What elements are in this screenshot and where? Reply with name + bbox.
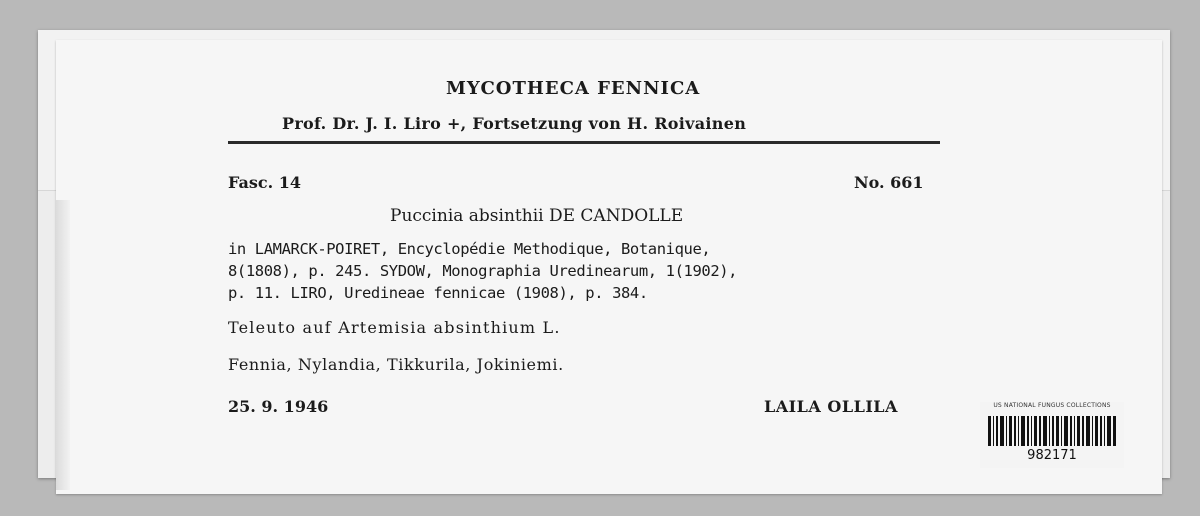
barcode-icon [986, 414, 1118, 448]
collection-title: MYCOTHECA FENNICA [446, 78, 701, 99]
reference-line: in LAMARCK-POIRET, Encyclopédie Methodique, Botanique, [228, 240, 711, 258]
fascicle-number: Fasc. 14 [228, 173, 302, 192]
barcode-header: US NATIONAL FUNGUS COLLECTIONS [993, 402, 1111, 409]
host-info: Teleuto auf Artemisia absinthium L. [228, 318, 561, 337]
reference-line: p. 11. LIRO, Uredineae fennicae (1908), p. 384. [228, 284, 648, 302]
locality: Fennia, Nylandia, Tikkurila, Jokiniemi. [228, 355, 564, 374]
label-fold-shadow [56, 200, 70, 490]
specimen-number: No. 661 [854, 173, 924, 192]
collection-date: 25. 9. 1946 [228, 397, 329, 416]
reference-line: 8(1808), p. 245. SYDOW, Monographia Uredinearum, 1(1902), [228, 262, 738, 280]
title-rule [228, 141, 940, 144]
editors-line: Prof. Dr. J. I. Liro +, Fortsetzung von H. Roivainen [282, 114, 747, 133]
barcode-label [980, 402, 1124, 468]
collector-name: LAILA OLLILA [764, 397, 898, 416]
species-name: Puccinia absinthii DE CANDOLLE [390, 206, 684, 226]
references-block [228, 238, 737, 304]
barcode-number: 982171 [1027, 448, 1077, 463]
